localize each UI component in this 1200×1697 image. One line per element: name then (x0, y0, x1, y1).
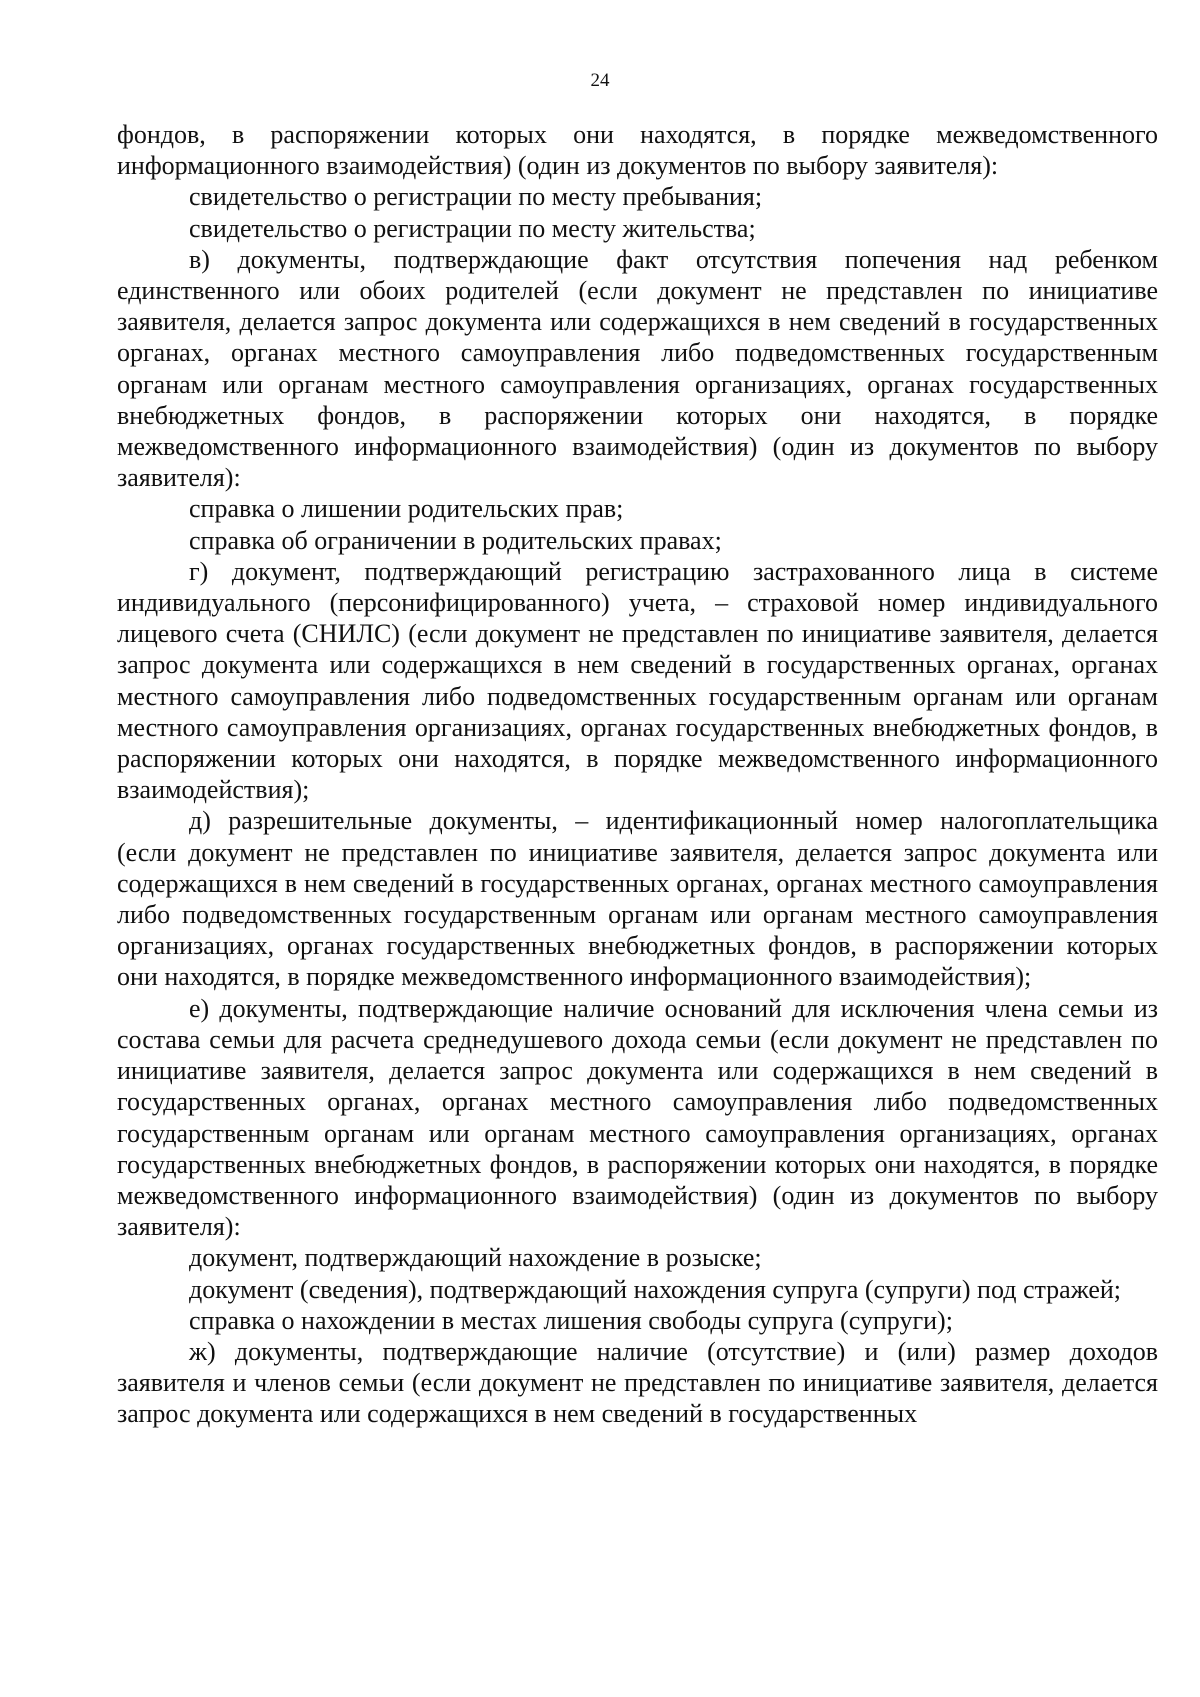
paragraph: справка об ограничении в родительских правах; (189, 525, 722, 555)
paragraph: фондов, в распоряжении которых они находятся, в порядке межведомственного информационного взаимодействия) (один из документов по выбору заявителя): (117, 120, 1158, 181)
paragraph: документ, подтверждающий нахождение в розыске; (189, 1243, 762, 1273)
paragraph: документ (сведения), подтверждающий нахождения супруга (супруги) под стражей; (189, 1274, 1122, 1304)
paragraph: в) документы, подтверждающие факт отсутствия попечения над ребенком единственного или обоих родителей (если документ не представлен по инициативе заявителя, делается запрос документа или содержащихся в нем сведений в государственных органах, органах местного самоуправления либо подведомственных государственным органам или органам местного самоуправления организациях, органах государственных внебюджетных фондов, в распоряжении которых они находятся, в порядке межведомственного информационного взаимодействия) (один из документов по выбору заявителя): (117, 244, 1158, 493)
paragraph: ж) документы, подтверждающие наличие (отсутствие) и (или) размер доходов заявителя и членов семьи (если документ не представлен по инициативе заявителя, делается запрос документа или содержащихся в нем сведений в государственных (117, 1336, 1158, 1429)
paragraph: д) разрешительные документы, – идентификационный номер налогоплательщика (если документ не представлен по инициативе заявителя, делается запрос документа или содержащихся в нем сведений в государственных органах, органах местного самоуправления либо подведомственных государственным органам или органам местного самоуправления организациях, органах государственных внебюджетных фондов, в распоряжении которых они находятся, в порядке межведомственного информационного взаимодействия); (117, 806, 1158, 992)
page-number: 24 (590, 70, 610, 91)
document-body (117, 119, 1158, 1430)
paragraph: справка о нахождении в местах лишения свободы супруга (супруги); (189, 1305, 953, 1335)
paragraph: справка о лишении родительских прав; (189, 494, 624, 524)
paragraph: свидетельство о регистрации по месту жительства; (189, 213, 756, 243)
paragraph: е) документы, подтверждающие наличие оснований для исключения члена семьи из состава семьи для расчета среднедушевого дохода семьи (если документ не представлен по инициативе заявителя, делается запрос документа или содержащихся в нем сведений в государственных органах, органах местного самоуправления либо подведомственных государственным органам или органам местного самоуправления организациях, органах государственных внебюджетных фондов, в распоряжении которых они находятся, в порядке межведомственного информационного взаимодействия) (один из документов по выбору заявителя): (117, 993, 1158, 1242)
paragraph: г) документ, подтверждающий регистрацию застрахованного лица в системе индивидуального (персонифицированного) учета, – страховой номер индивидуального лицевого счета (СНИЛС) (если документ не представлен по инициативе заявителя, делается запрос документа или содержащихся в нем сведений в государственных органах, органах местного самоуправления либо подведомственных государственным органам или органам местного самоуправления организациях, органах государственных внебюджетных фондов, в распоряжении которых они находятся, в порядке межведомственного информационного взаимодействия); (117, 556, 1158, 805)
paragraph: свидетельство о регистрации по месту пребывания; (189, 182, 763, 212)
